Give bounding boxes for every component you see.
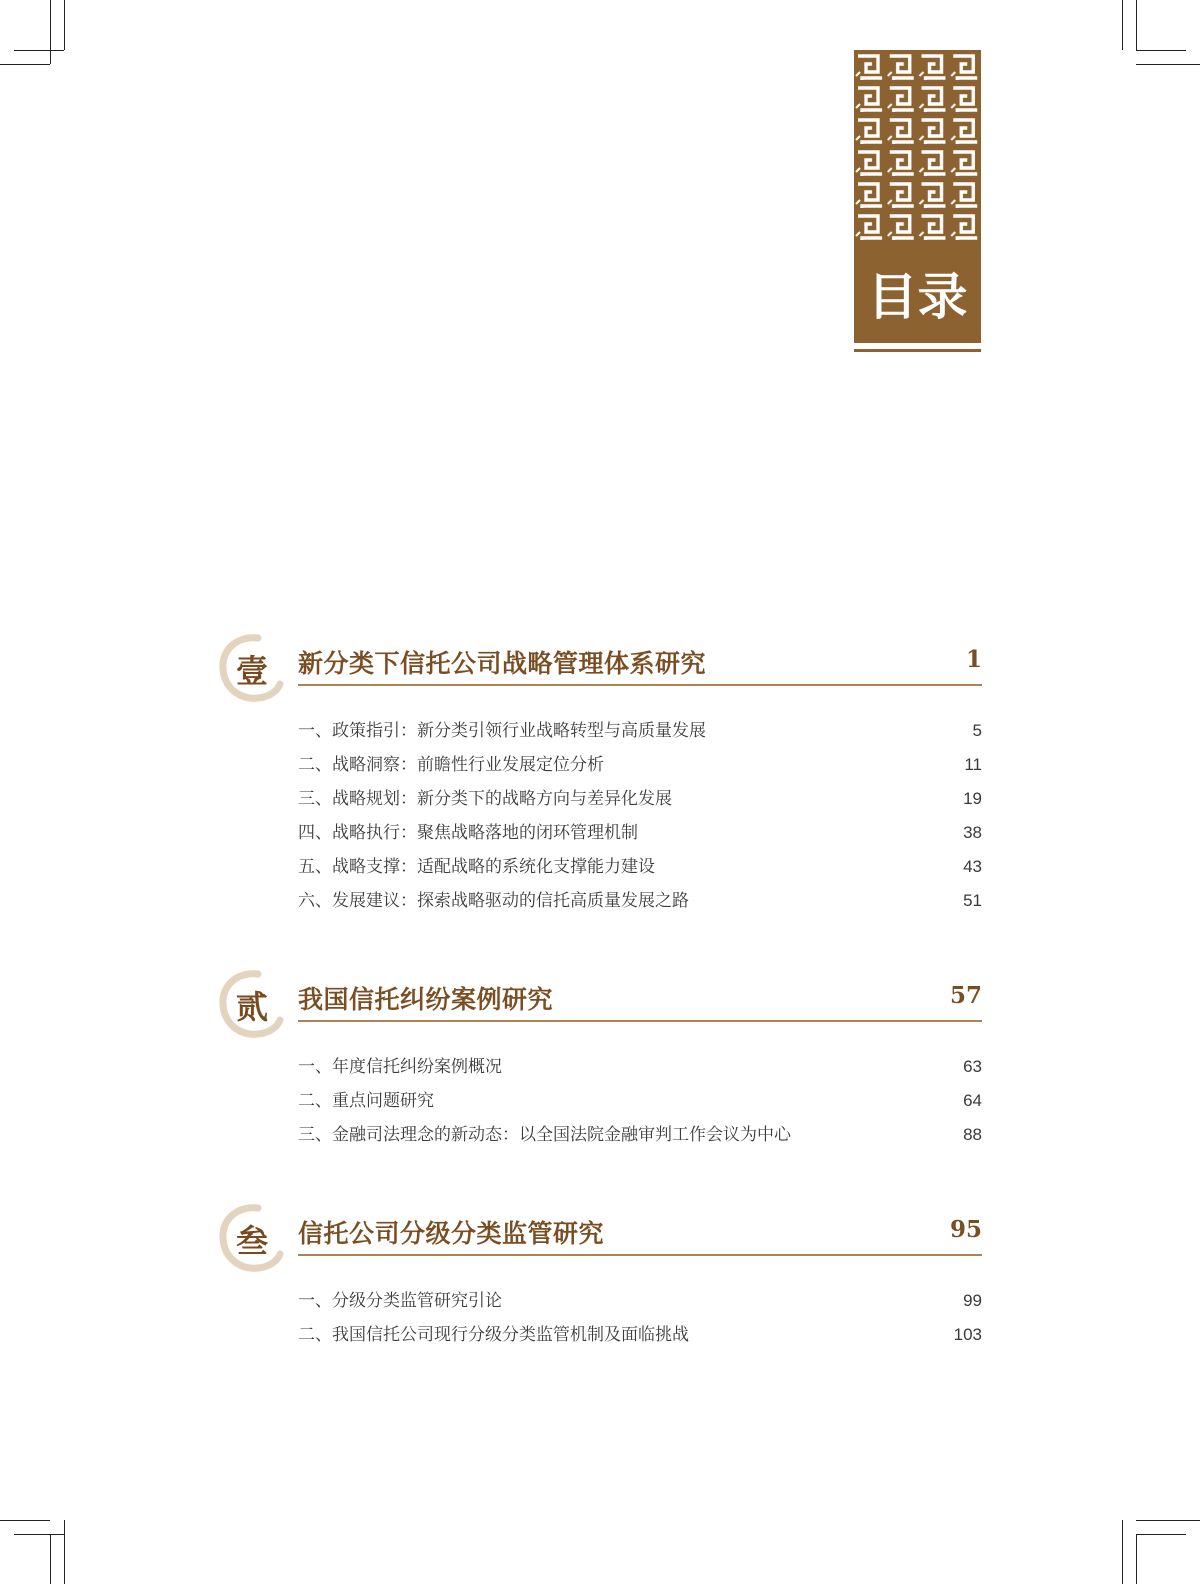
entry-page-number: 88 <box>963 1125 982 1144</box>
crop-mark-bottom-left-v2 <box>50 1534 51 1584</box>
crop-mark-bottom-right-v <box>1136 1534 1137 1584</box>
crop-mark-top-right-h2 <box>1136 64 1200 65</box>
crop-mark-bottom-right-h2 <box>1136 1534 1186 1535</box>
toc-entry[interactable] <box>298 784 982 818</box>
chapter-heading <box>218 968 982 1052</box>
chapter-title[interactable]: 信托公司分级分类监管研究 <box>298 1219 605 1248</box>
title-underline <box>854 349 981 352</box>
entry-label: 三、金融司法理念的新动态：以全国法院金融审判工作会议为中心 <box>298 1125 791 1145</box>
chapter-title[interactable]: 新分类下信托公司战略管理体系研究 <box>298 649 707 678</box>
crop-mark-bottom-right-h <box>1136 1520 1200 1521</box>
chapter-divider <box>298 1254 982 1256</box>
toc-entry[interactable] <box>298 886 982 920</box>
crop-mark-top-right-v2 <box>1122 0 1123 50</box>
entry-label: 二、重点问题研究 <box>298 1091 434 1111</box>
crop-mark-top-left-h <box>0 64 50 65</box>
crop-mark-bottom-left-h2 <box>0 1520 50 1521</box>
entry-label: 五、战略支撑：适配战略的系统化支撑能力建设 <box>298 857 655 877</box>
entry-label: 一、年度信托纠纷案例概况 <box>298 1057 502 1077</box>
chapter-1 <box>218 632 982 920</box>
entry-page-number: 63 <box>963 1057 982 1076</box>
crop-mark-top-left-h2 <box>14 50 64 51</box>
chapter-page-number: 57 <box>949 982 982 1009</box>
chapter-numeral: 贰 <box>235 988 268 1026</box>
chapter-numeral: 壹 <box>235 652 268 690</box>
entry-page-number: 51 <box>963 891 982 910</box>
chapter-2 <box>218 968 982 1154</box>
crop-mark-bottom-left-v <box>64 1520 65 1584</box>
chapter-page-number: 95 <box>949 1216 982 1243</box>
entry-page-number: 11 <box>964 755 982 774</box>
entry-page-number: 19 <box>963 789 982 808</box>
chapter-divider <box>298 1020 982 1022</box>
toc-entry[interactable] <box>298 1086 982 1120</box>
chapter-seal <box>218 1202 284 1272</box>
entry-page-number: 103 <box>953 1325 982 1344</box>
page-title: 目录 <box>854 243 981 343</box>
chapter-seal <box>218 632 284 702</box>
entry-list <box>298 1286 982 1354</box>
toc-entry[interactable] <box>298 818 982 852</box>
toc-entry[interactable] <box>298 750 982 784</box>
entry-label: 一、政策指引：新分类引领行业战略转型与高质量发展 <box>298 721 706 741</box>
chapter-3 <box>218 1202 982 1354</box>
toc-entry[interactable] <box>298 1052 982 1086</box>
chapter-seal <box>218 968 284 1038</box>
crop-mark-top-right-h <box>1136 50 1186 51</box>
meander-pattern <box>854 50 981 243</box>
entry-label: 二、我国信托公司现行分级分类监管机制及面临挑战 <box>298 1325 689 1345</box>
toc-entry[interactable] <box>298 1286 982 1320</box>
crop-mark-top-left-v2 <box>50 0 51 64</box>
chapter-numeral: 叁 <box>235 1222 268 1260</box>
entry-page-number: 64 <box>963 1091 982 1110</box>
entry-list <box>298 716 982 920</box>
chapter-heading <box>218 632 982 716</box>
entry-page-number: 38 <box>963 823 982 842</box>
entry-label: 六、发展建议：探索战略驱动的信托高质量发展之路 <box>298 891 689 911</box>
toc-entry[interactable] <box>298 716 982 750</box>
chapter-title[interactable]: 我国信托纠纷案例研究 <box>298 985 554 1014</box>
toc-title-block <box>854 50 981 352</box>
chapter-heading <box>218 1202 982 1286</box>
chapter-divider <box>298 684 982 686</box>
toc-entry[interactable] <box>298 1120 982 1154</box>
entry-label: 一、分级分类监管研究引论 <box>298 1291 502 1311</box>
entry-page-number: 99 <box>963 1291 982 1310</box>
entry-label: 三、战略规划：新分类下的战略方向与差异化发展 <box>298 789 672 809</box>
entry-list <box>298 1052 982 1154</box>
entry-label: 二、战略洞察：前瞻性行业发展定位分析 <box>298 755 604 775</box>
entry-page-number: 43 <box>963 857 982 876</box>
crop-mark-bottom-right-v2 <box>1122 1520 1123 1584</box>
crop-mark-top-left-v <box>64 0 65 50</box>
entry-page-number: 5 <box>972 721 982 740</box>
toc-entry[interactable] <box>298 1320 982 1354</box>
entry-label: 四、战略执行：聚焦战略落地的闭环管理机制 <box>298 823 638 843</box>
toc-entry[interactable] <box>298 852 982 886</box>
crop-mark-bottom-left-h <box>14 1534 64 1535</box>
crop-mark-top-right-v <box>1136 0 1137 50</box>
chapter-page-number: 1 <box>965 646 982 673</box>
